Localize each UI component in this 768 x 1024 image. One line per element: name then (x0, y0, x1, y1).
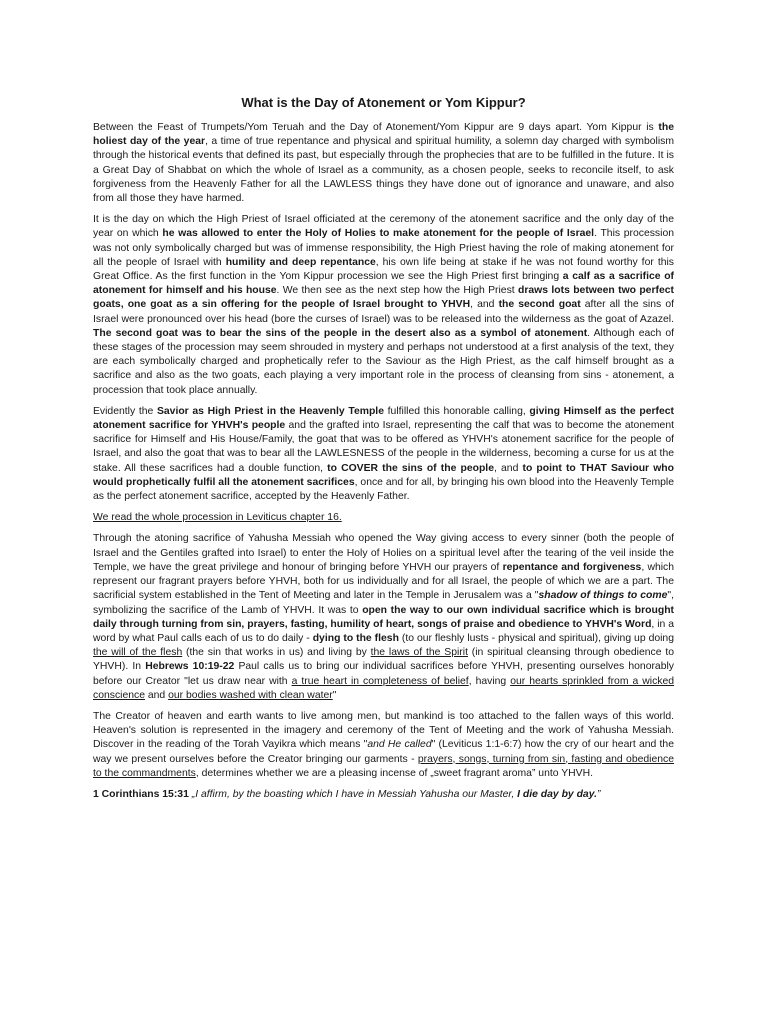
underlined-text: a true heart in completeness of belief (291, 675, 469, 687)
emphasis-text: draws lots between two perfect goats, one goat as a sin offering for the people of Israel brought to YHVH (93, 285, 674, 311)
paragraph-sacrifice: Through the atoning sacrifice of Yahusha Messiah who opened the Way giving access to every sinner (both the people of Israel and the Gentiles grafted into Israel) to enter the Holy of Holies on a spiritual level after the tearing of the veil inside the Temple, we have the great privilege and honour of bringing before YHVH our prayers of repentance and forgiveness, which represent our fragrant prayers before YHVH, both for us individually and for all Israel, the people of which we are a part. The sacrificial system established in the Tent of Meeting and later in the Temple in Jerusalem was a "shadow of things to come", symbolizing the sacrifice of the Lamb of YHVH. It was to open the way to our own individual sacrifice which is brought daily through turning from sin, prayers, fasting, humility of heart, songs of praise and obedience to YHVH's Word, in a word by what Paul calls each of us to do daily - dying to the flesh (to our fleshly lusts - physical and spiritual), giving up doing the will of the flesh (the sin that works in us) and living by the laws of the Spirit (in spiritual cleansing through obedience to YHVH). In Hebrews 10:19-22 Paul calls us to bring our individual sacrifices before YHVH, presenting ourselves honorably before our Creator "let us draw near with a true heart in completeness of belief, having our hearts sprinkled from a wicked conscience and our bodies washed with clean water" (93, 533, 675, 701)
emphasis-text: Hebrews 10:19-22 (145, 661, 235, 673)
emphasis-text: open the way to our own individual sacrifice which is brought daily through turning from sin, prayers, fasting, humility of heart, songs of praise and obedience to YHVH's Word (93, 604, 675, 630)
emphasis-text: repentance and forgiveness (502, 561, 642, 573)
underlined-text: We read the whole procession in Leviticus chapter 16. (93, 512, 342, 524)
emphasis-text: to point to THAT Saviour who would prophetically fulfil all the atonement sacrifices (93, 462, 674, 488)
paragraph-corinthians-quote: 1 Corinthians 15:31 „I affirm, by the boasting which I have in Messiah Yahusha our Master, I die day by day.” (93, 788, 601, 800)
paragraph-savior: Evidently the Savior as High Priest in the Heavenly Temple fulfilled this honorable calling, giving Himself as the perfect atonement sacrifice for YHVH's people and the grafted into Israel, representing the calf that was to become the atonement sacrifice for Himself and His House/Family, the goat that was to be offered as YHVH's atonement sacrifice for the people of Israel, and also the goat that was to bear all the LAWLESNESS of the people in the wilderness, becoming a curse for us at the stake. All these sacrifices had a double function, to COVER the sins of the people, and to point to THAT Saviour who would prophetically fulfil all the atonement sacrifices, once and for all, by bringing his own blood into the Heavenly Temple as the perfect atonement sacrifice, accepted by the Heavenly Father. (93, 405, 674, 503)
underlined-text: prayers, songs, turning from sin, fasting and obedience to the commandments (93, 753, 675, 779)
underlined-text: the laws of the Spirit (370, 647, 468, 659)
emphasis-text: to COVER the sins of the people (327, 462, 494, 474)
page-title: What is the Day of Atonement or Yom Kippur? (241, 95, 526, 110)
underlined-text: our bodies washed with clean water (168, 689, 333, 701)
emphasis-text: shadow of things to come (538, 590, 668, 602)
emphasis-text: and He called (367, 739, 432, 751)
emphasis-text: Savior as High Priest in the Heavenly Temple (156, 405, 384, 417)
emphasis-text: The second goat was to bear the sins of the people in the desert also as a symbol of atonement (93, 327, 588, 339)
emphasis-text: humility and deep repentance (225, 256, 376, 268)
emphasis-text: dying to the flesh (312, 632, 399, 644)
paragraph-leviticus-note (93, 511, 674, 525)
underlined-text: our hearts sprinkled from a wicked conscience (93, 675, 675, 701)
paragraph-intro: Between the Feast of Trumpets/Yom Teruah and the Day of Atonement/Yom Kippur are 9 days apart. Yom Kippur is the holiest day of the year, a time of true repentance and physical and spiritual humility, a solemn day charged with symbolism through the historical events that defined its past, but especially through the prophecies that are to be fulfilled in the future. It is a Great Day of Shabbat on which the whole of Israel as a community, as a chosen people, seeks to reconcile itself, to ask forgiveness from the Heavenly Father for all the LAWLESS things they have done out of ignorance and unaware, and also from all those they have harmed. (93, 122, 674, 205)
emphasis-text: he was allowed to enter the Holy of Holies to make atonement for the people of Israel (162, 228, 595, 240)
emphasis-text: giving Himself as the perfect atonement sacrifice for YHVH's people (93, 405, 674, 432)
paragraph-creator: The Creator of heaven and earth wants to live among men, but mankind is too attached to the fallen ways of this world. Heaven's solution is represented in the imagery and ceremony of the Tent of Meeting and the work of Yahusha Messiah. Discover in the reading of the Torah Vayikra which means "and He called" (Leviticus 1:1-6:7) how the cry of our heart and the way we present ourselves before the Creator bringing our garments - prayers, songs, turning from sin, fasting and obedience to the commandments, determines whether we are a pleasing incense of „sweet fragrant aroma” unto YHVH. (93, 710, 675, 779)
paragraph-high-priest: It is the day on which the High Priest of Israel officiated at the ceremony of the atonement sacrifice and the only day of the year on which he was allowed to enter the Holy of Holies to make atonement for the people of Israel. This procession was not only symbolically charged but was of immense responsibility, the High Priest having the role of making atonement for all the people of Israel with humility and deep repentance, his own life being at stake if he was not found worthy for this Great Office. As the first function in the Yom Kippur procession we see the High Priest first bringing a calf as a sacrifice of atonement for himself and his house. We then see as the next step how the High Priest draws lots between two perfect goats, one goat as a sin offering for the people of Israel brought to YHVH, and the second goat after all the sins of Israel were pronounced over his head (bore the curses of Israel) was to be released into the wilderness as the goat of Azazel. The second goat was to bear the sins of the people in the desert also as a symbol of atonement. Although each of these stages of the procession may seem shrouded in mystery and perhaps not understood at a first analysis of the text, they are each symbolically charged and prophetically refer to the Saviour as the High Priest, as the calf himself brought as a sacrifice and also as the two goats, each playing a very important role in the process of cleansing from sins - atonement, a procession that took place annually. (93, 214, 674, 396)
emphasis-text: the holiest day of the year (93, 122, 674, 148)
scripture-reference: 1 Corinthians 15:31 (93, 788, 189, 800)
emphasis-text: I die day by day. (517, 788, 597, 800)
underlined-text: the will of the flesh (93, 647, 183, 659)
emphasis-text: a calf as a sacrifice of atonement for himself and his house (93, 271, 674, 297)
emphasis-text: the second goat (498, 299, 581, 311)
